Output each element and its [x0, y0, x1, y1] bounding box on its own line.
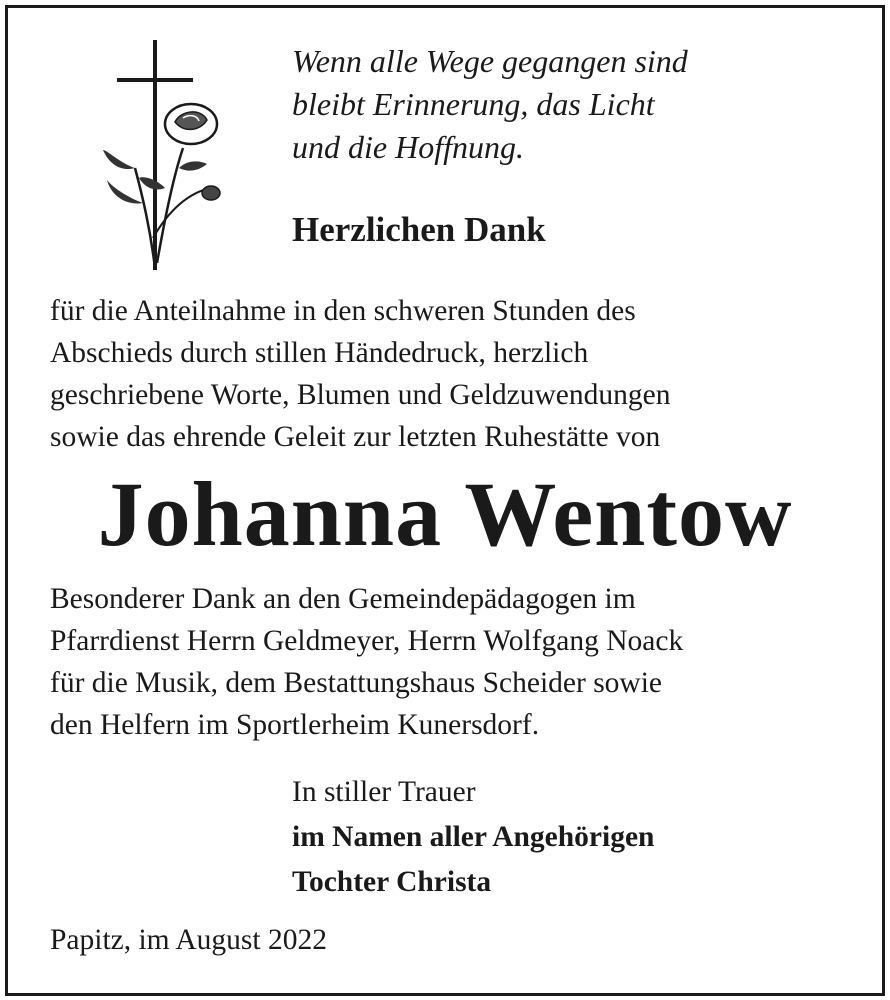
paragraph-line: Besonderer Dank an den Gemeindepädagogen im	[50, 583, 636, 615]
paragraph-line: den Helfern im Sportlerheim Kunersdorf.	[50, 709, 540, 741]
signature-on-behalf: im Namen aller Angehörigen	[292, 821, 655, 853]
place-date: Papitz, im August 2022	[50, 924, 327, 956]
paragraph-line: für die Anteilnahme in den schweren Stunden des	[50, 295, 636, 327]
poem	[292, 40, 852, 169]
poem-line: und die Hoffnung.	[292, 129, 524, 165]
paragraph-line: geschriebene Worte, Blumen und Geldzuwendungen	[50, 379, 671, 411]
cross-with-rose-icon	[95, 38, 230, 273]
heading-thanks: Herzlichen Dank	[292, 210, 546, 249]
signature-signer: Tochter Christa	[292, 866, 492, 898]
poem-line: bleibt Erinnerung, das Licht	[292, 86, 655, 122]
special-thanks-paragraph	[50, 578, 850, 746]
paragraph-line: Pfarrdienst Herrn Geldmeyer, Herrn Wolfgang Noack	[50, 625, 684, 657]
deceased-name: Johanna Wentow	[97, 463, 793, 565]
thanks-paragraph	[50, 290, 850, 458]
paragraph-line: Abschieds durch stillen Händedruck, herzlich	[50, 337, 589, 369]
paragraph-line: für die Musik, dem Bestattungshaus Scheider sowie	[50, 667, 663, 699]
signature-intro: In stiller Trauer	[292, 776, 476, 808]
poem-line: Wenn alle Wege gegangen sind	[292, 43, 688, 79]
paragraph-line: sowie das ehrende Geleit zur letzten Ruhestätte von	[50, 421, 661, 453]
signature-block	[292, 770, 654, 905]
